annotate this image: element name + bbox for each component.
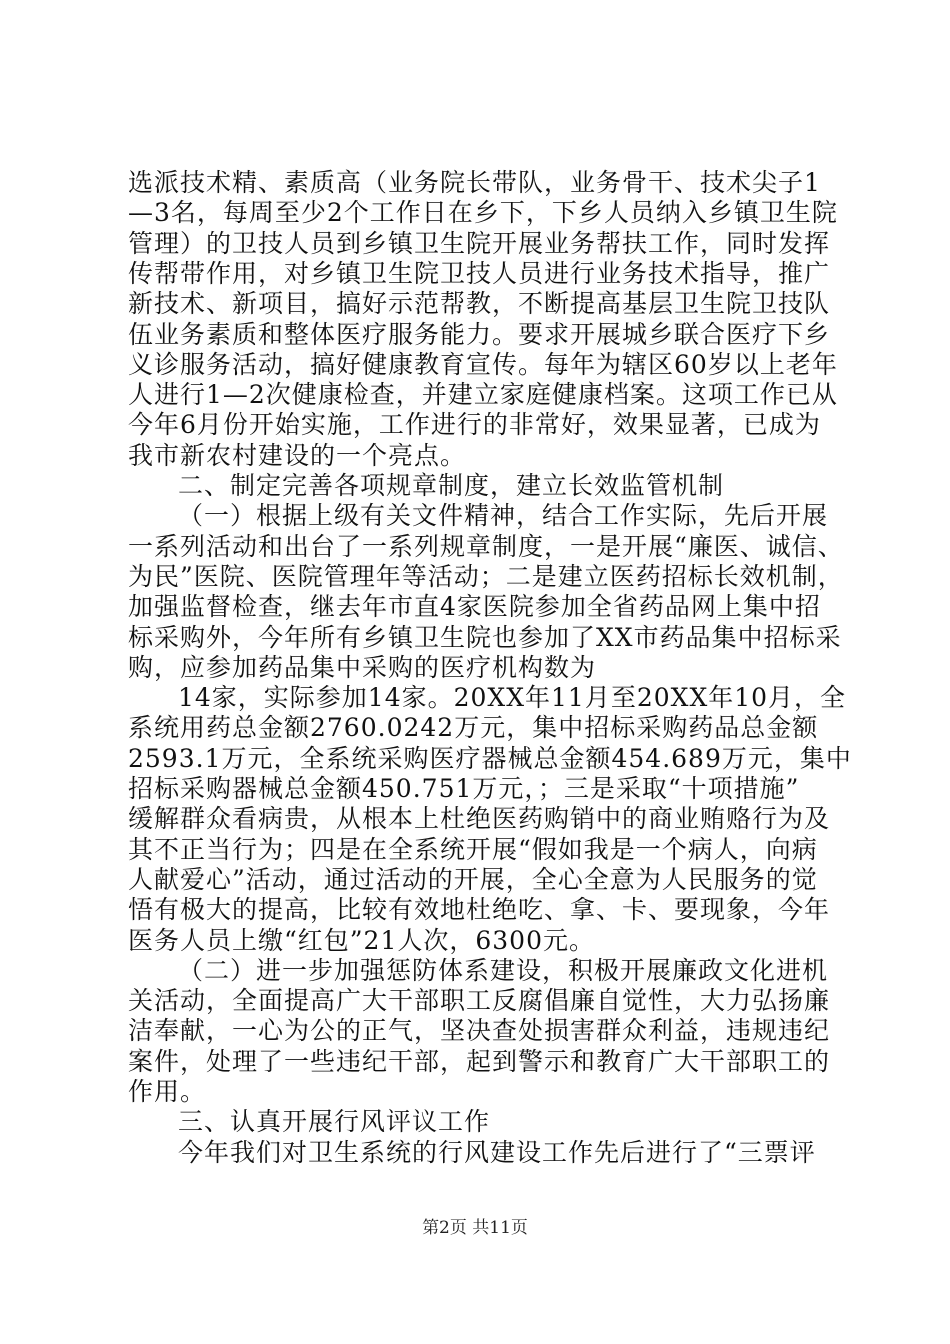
text-line: （二）进一步加强惩防体系建设，积极开展廉政文化进机 — [178, 956, 829, 985]
text-line: 义诊服务活动，搞好健康教育宣传。每年为辖区60岁以上老年 — [128, 350, 838, 379]
text-line: 关活动，全面提高广大干部职工反腐倡廉自觉性，大力弘扬廉 — [128, 986, 831, 1015]
text-line: 系统用药总金额2760.0242万元，集中招标采购药品总金额 — [128, 713, 819, 742]
text-line: 缓解群众看病贵，从根本上杜绝医药购销中的商业贿赂行为及 — [128, 804, 831, 833]
text-line: 医务人员上缴“红包”21人次，6300元。 — [128, 926, 595, 955]
text-line: 加强监督检查，继去年市直4家医院参加全省药品网上集中招 — [128, 592, 821, 621]
text-line: 传帮带作用，对乡镇卫生院卫技人员进行业务技术指导，推广 — [128, 259, 831, 288]
text-line: 招标采购器械总金额450.751万元，；三是采取“十项措施” — [128, 774, 800, 803]
text-line: 案件，处理了一些违纪干部，起到警示和教育广大干部职工的 — [128, 1047, 831, 1076]
section-heading: 三、认真开展行风评议工作 — [178, 1107, 491, 1136]
text-line: 其不正当行为；四是在全系统开展“假如我是一个病人，向病 — [128, 835, 818, 864]
text-line: 洁奉献，一心为公的正气，坚决查处损害群众利益，违规违纪 — [128, 1016, 831, 1045]
text-line: 2593.1万元，全系统采购医疗器械总金额454.689万元，集中 — [128, 744, 852, 773]
text-line: 管理）的卫技人员到乡镇卫生院开展业务帮扶工作，同时发挥 — [128, 229, 831, 258]
text-line: 今年6月份开始实施，工作进行的非常好，效果显著，已成为 — [128, 410, 821, 439]
text-line: 一系列活动和出台了一系列规章制度，一是开展“廉医、诚信、 — [128, 532, 844, 561]
text-line: （一）根据上级有关文件精神，结合工作实际，先后开展 — [178, 501, 829, 530]
text-line: 悟有极大的提高，比较有效地杜绝吃、拿、卡、要现象，今年 — [128, 895, 831, 924]
text-line: 标采购外，今年所有乡镇卫生院也参加了XX市药品集中招标采 — [128, 623, 842, 652]
text-line: 14家，实际参加14家。20XX年11月至20XX年10月，全 — [178, 683, 847, 712]
text-line: 为民”医院、医院管理年等活动；二是建立医药招标长效机制， — [128, 562, 844, 591]
text-line: 今年我们对卫生系统的行风建设工作先后进行了“三票评 — [178, 1138, 816, 1167]
section-heading: 二、制定完善各项规章制度，建立长效监管机制 — [178, 471, 725, 500]
text-line: —3名，每周至少2个工作日在乡下，下乡人员纳入乡镇卫生院 — [128, 198, 838, 227]
text-line: 我市新农村建设的一个亮点。 — [128, 441, 467, 470]
text-line: 购，应参加药品集中采购的医疗机构数为 — [128, 653, 597, 682]
page-footer: 第2页 共11页 — [422, 1218, 528, 1238]
text-line: 新技术、新项目，搞好示范帮教，不断提高基层卫生院卫技队 — [128, 289, 831, 318]
text-line: 伍业务素质和整体医疗服务能力。要求开展城乡联合医疗下乡 — [128, 320, 831, 349]
text-line: 人献爱心”活动，通过活动的开展，全心全意为人民服务的觉 — [128, 865, 818, 894]
text-line: 选派技术精、素质高（业务院长带队，业务骨干、技术尖子1 — [128, 168, 821, 197]
text-line: 作用。 — [128, 1077, 207, 1106]
text-line: 人进行1—2次健康检查，并建立家庭健康档案。这项工作已从 — [128, 380, 838, 409]
